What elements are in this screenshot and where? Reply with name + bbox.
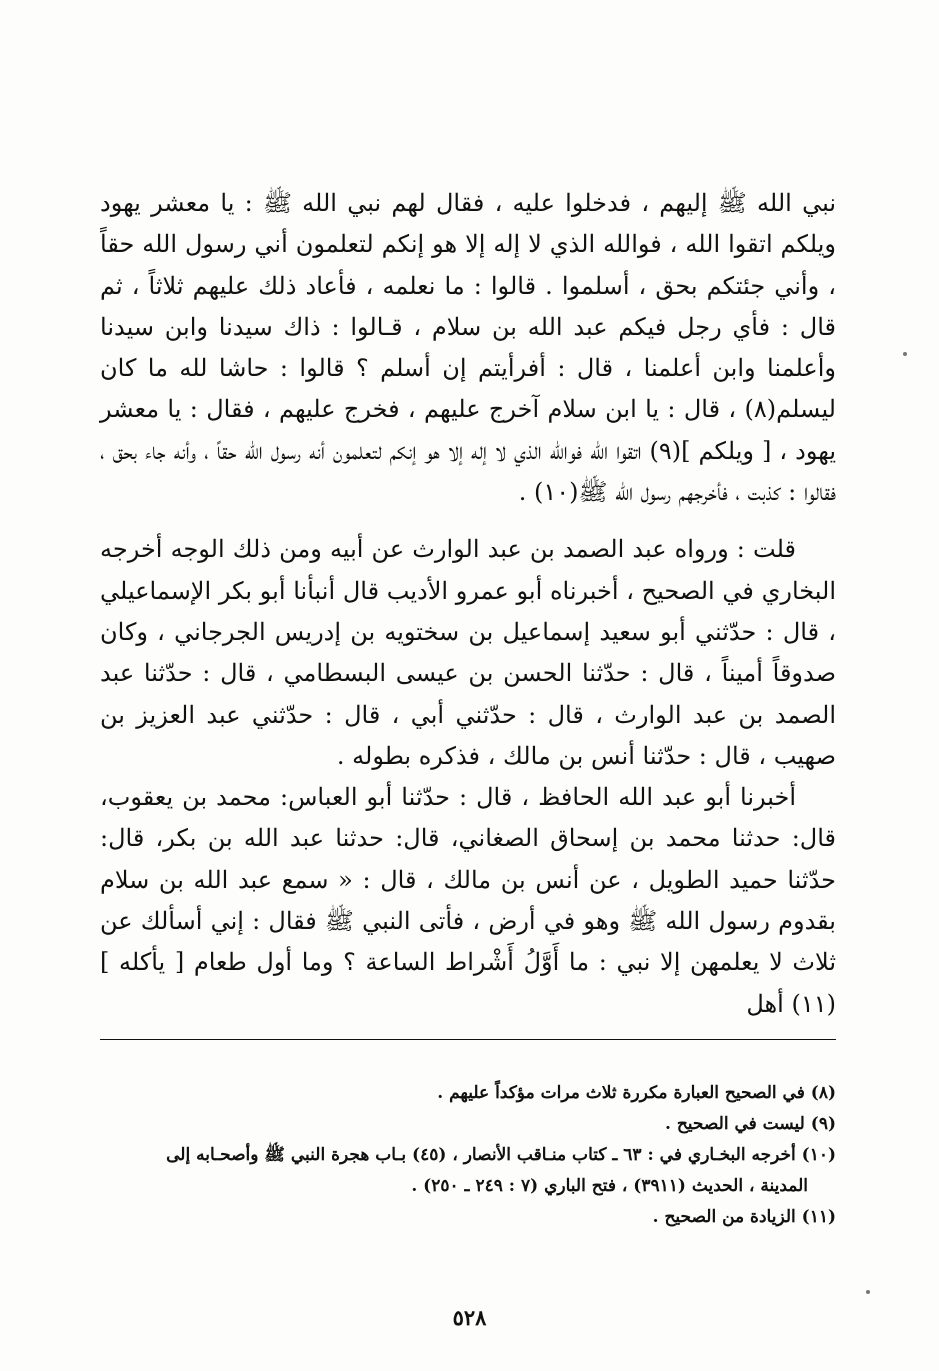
- footnote: (٨) في الصحيح العبارة مكررة ثلاث مرات مؤكداً عليهم .: [437, 1083, 836, 1103]
- footnote-separator: [100, 1039, 836, 1040]
- footnote: (١١) الزيادة من الصحيح .: [652, 1207, 836, 1227]
- footnote: (١٠) أخرجه البخـاري في : ٦٣ ـ كتاب منـاقب الأنصار ، (٤٥) بـاب هجرة النبي ﷺ وأصحـابه إلى: [166, 1145, 836, 1165]
- scan-speck: [866, 1290, 870, 1294]
- page-number: ٥٢٨: [452, 1305, 487, 1330]
- footnotes: [100, 1078, 836, 1233]
- footnote: (٩) ليست في الصحيح .: [664, 1114, 836, 1134]
- paragraph: قلت : ورواه عبد الصمد بن عبد الوارث عن أبيه ومن ذلك الوجه أخرجه البخاري في الصحيح ، أخبرناه أبو عمرو الأديب قال أنبأنا أبو بكر الإسماعيلي ، قال : حدّثني أبو سعيد إسماعيل بن سختويه بن إدريس الجرجاني ، وكان صدوقاً أميناً ، قال : حدّثنا الحسن بن عيسى البسطامي ، قال : حدّثنا عبد الصمد بن عبد الوارث ، قال : حدّثني أبي ، قال : حدّثني عبد العزيز بن صهيب ، قال : حدّثنا أنس بن مالك ، فذكره بطوله .: [100, 535, 836, 770]
- footnote-continuation: المدينة ، الحديث (٣٩١١) ، فتح الباري (٧ : ٢٤٩ ـ ٢٥٠) .: [411, 1176, 808, 1196]
- paragraph: نبي الله ﷺ إليهم ، فدخلوا عليه ، فقال لهم نبي الله ﷺ : يا معشر يهود ويلكم اتقوا الله ، فوالله الذي لا إله إلا هو إنكم لتعلمون أني رسول الله حقاً ، وأني جئتكم بحق ، أسلموا . قالوا : ما نعلمه ، فأعاد ذلك عليهم ثلاثاً ، ثم قال : فأي رجل فيكم عبد الله بن سلام ، قـالوا : ذاك سيدنا وابن سيدنا وأعلمنا وابن أعلمنا ، قال : أفرأيتم إن أسلم ؟ قالوا : حاشا لله ما كان ليسلم(٨) ، قال : يا ابن سلام آخرج عليهم ، فخرج عليهم ، فقال : يا معشر يهود ، [ ويلكم ](٩) اتقوا الله فوالله الذي لا إله إلا هو إنكم لتعلمون أنه رسول الله حقاً ، وأنه جاء بحق ، فقالوا : كذبت ، فأخرجهم رسول الله ﷺ(١٠) .: [100, 189, 837, 507]
- main-text: [100, 183, 836, 1025]
- paragraph: أخبرنا أبو عبد الله الحافظ ، قال : حدّثنا أبو العباس: محمد بن يعقوب، قال: حدثنا محمد بن إسحاق الصغاني، قال: حدثنا عبد الله بن بكر، قال: حدّثنا حميد الطويل ، عن أنس بن مالك ، قال : « سمع عبد الله بن سلام بقدوم رسول الله ﷺ وهو في أرض ، فأتى النبي ﷺ فقال : إني أسألك عن ثلاث لا يعلمهن إلا نبي : ما أَوَّلُ أَشْراط الساعة ؟ وما أول طعام [ يأكله ](١١) أهل: [100, 783, 836, 1018]
- scan-speck: [903, 352, 907, 356]
